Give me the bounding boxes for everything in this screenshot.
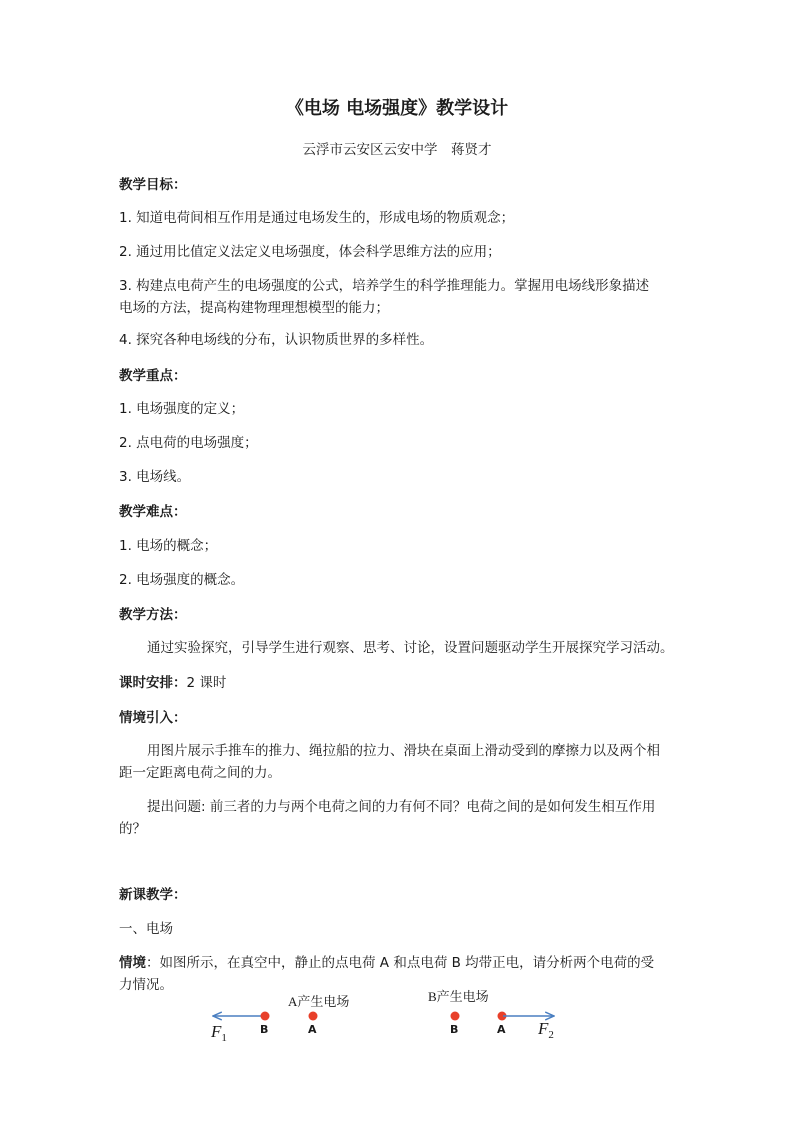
scenario-line1 [119,953,654,973]
goals-heading: 教学目标： [119,177,187,193]
scenario-text: ：如图所示，在真空中，静止的点电荷 A 和点电荷 B 均带正电，请分析两个电荷的受 [146,955,655,971]
force-diagram [200,985,580,1045]
left-caption: A产生电场 [288,994,350,1009]
new-lesson-heading: 新课教学： [119,887,187,903]
goal-item-1: 1. 知道电荷间相互作用是通过电场发生的，形成电场的物质观念； [119,210,515,226]
difficulties-heading: 教学难点： [119,504,187,520]
goal-item-3: 3. 构建点电荷产生的电场强度的公式，培养学生的科学推理能力。掌握用电场线形象描述 [119,278,650,294]
intro-heading: 情境引入： [119,710,187,726]
f1-subscript: 1 [221,1032,227,1044]
f2-subscript: 2 [548,1029,554,1041]
methods-text: 通过实验探究，引导学生进行观察、思考、讨论，设置问题驱动学生开展探究学习活动。 [147,640,674,656]
force-label-f1 [210,1022,227,1044]
force-figure [200,985,580,1045]
label-a-left: A [308,1023,317,1036]
schedule-line [119,673,226,693]
goal-item-2: 2. 通过用比值定义法定义电场强度，体会科学思维方法的应用； [119,244,501,260]
document-title: 《电场 电场强度》教学设计 [285,98,509,119]
f1-letter: F [211,1022,222,1041]
charge-b-left [261,1012,270,1021]
key-point-2: 2. 点电荷的电场强度； [119,435,258,451]
methods-heading: 教学方法： [119,607,187,623]
difficulty-1: 1. 电场的概念； [119,538,218,554]
right-caption: B产生电场 [428,989,489,1004]
section-electric-field: 一、电场 [119,921,173,937]
charge-a-left [309,1012,318,1021]
scenario-label: 情境 [119,955,146,971]
goal-item-4: 4. 探究各种电场线的分布，认识物质世界的多样性。 [119,332,434,348]
force-label-f2 [537,1019,554,1041]
f2-letter: F [538,1019,549,1038]
intro-para1-line2: 距一定距离电荷之间的力。 [119,765,281,781]
schedule-value: 2 课时 [186,675,227,691]
intro-para1-line1: 用图片展示手推车的推力、绳拉船的拉力、滑块在桌面上滑动受到的摩擦力以及两个相 [147,743,660,759]
intro-para2-line1: 提出问题: 前三者的力与两个电荷之间的力有何不同？电荷之间的是如何发生相互作用 [147,799,656,815]
label-b-left: B [260,1023,269,1036]
author-line: 云浮市云安区云安中学 蒋贤才 [302,142,492,158]
label-a-right: A [497,1023,506,1036]
goal-item-3-cont: 电场的方法，提高构建物理理想模型的能力； [119,300,389,316]
schedule-label: 课时安排： [119,675,187,691]
key-points-heading: 教学重点： [119,368,187,384]
key-point-1: 1. 电场强度的定义； [119,401,245,417]
label-b-right: B [450,1023,459,1036]
key-point-3: 3. 电场线。 [119,469,191,485]
difficulty-2: 2. 电场强度的概念。 [119,572,245,588]
charge-b-right [451,1012,460,1021]
scenario-line2: 力情况。 [119,977,173,993]
intro-para2-line2: 的？ [119,821,146,837]
